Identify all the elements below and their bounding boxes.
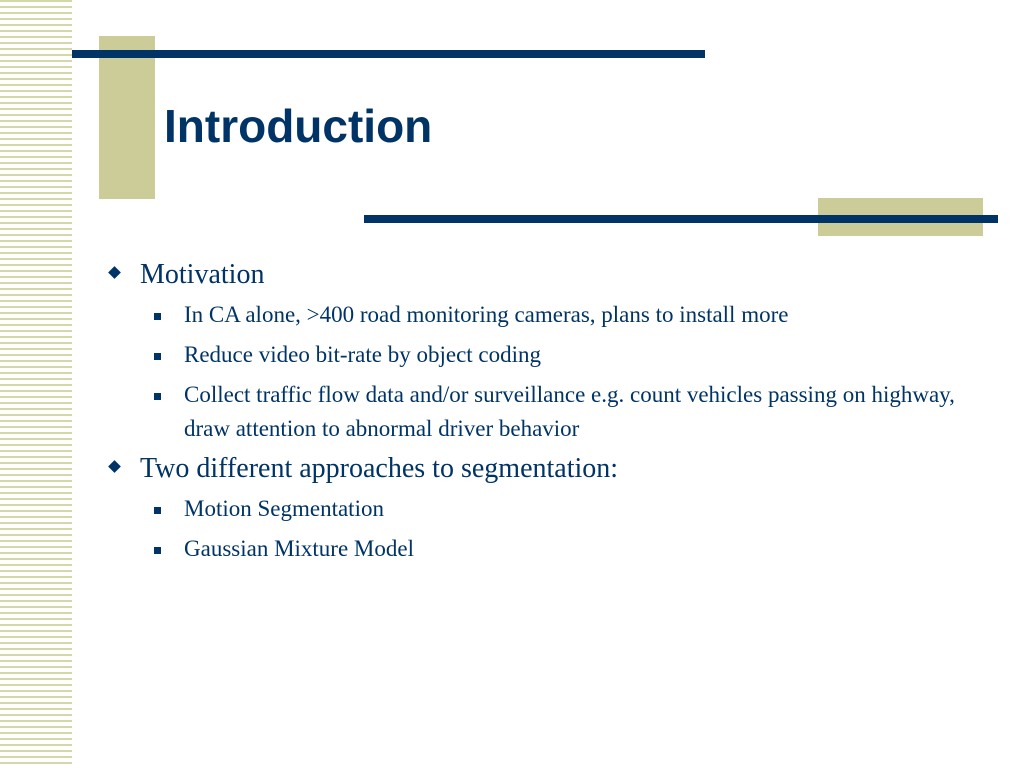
sub-bullet-label: Collect traffic flow data and/or surveillance e.g. count vehicles passing on highway, draw attention to abnormal driver behavior	[184, 382, 955, 441]
square-bullet-icon	[154, 547, 161, 554]
sub-bullet-label: Reduce video bit-rate by object coding	[184, 342, 542, 367]
square-bullet-icon	[154, 313, 161, 320]
bullet-approaches	[100, 450, 1000, 488]
sub-bullet-gmm	[100, 532, 1000, 566]
slide-title: Introduction	[164, 100, 433, 152]
bullet-label: Two different approaches to segmentation:	[140, 453, 619, 484]
sub-bullet-label: In CA alone, >400 road monitoring cameras, plans to install more	[184, 302, 789, 327]
square-bullet-icon	[154, 507, 161, 514]
slide-body	[100, 256, 1000, 566]
sub-bullet-bitrate	[100, 338, 1000, 372]
bullet-label: Motivation	[140, 259, 265, 290]
sub-bullet-motion-segmentation	[100, 492, 1000, 526]
top-rule	[72, 50, 705, 58]
title-accent-block	[99, 36, 155, 199]
bullet-motivation	[100, 256, 1000, 294]
sub-bullet-traffic-flow	[100, 378, 1000, 446]
diamond-bullet-icon	[108, 460, 121, 473]
diamond-bullet-icon	[108, 266, 121, 279]
sub-bullet-label: Motion Segmentation	[184, 496, 384, 521]
left-stripe-decoration	[0, 0, 72, 768]
square-bullet-icon	[154, 353, 161, 360]
square-bullet-icon	[154, 393, 161, 400]
bottom-rule	[364, 215, 998, 223]
sub-bullet-label: Gaussian Mixture Model	[184, 536, 414, 561]
sub-bullet-cameras	[100, 298, 1000, 332]
